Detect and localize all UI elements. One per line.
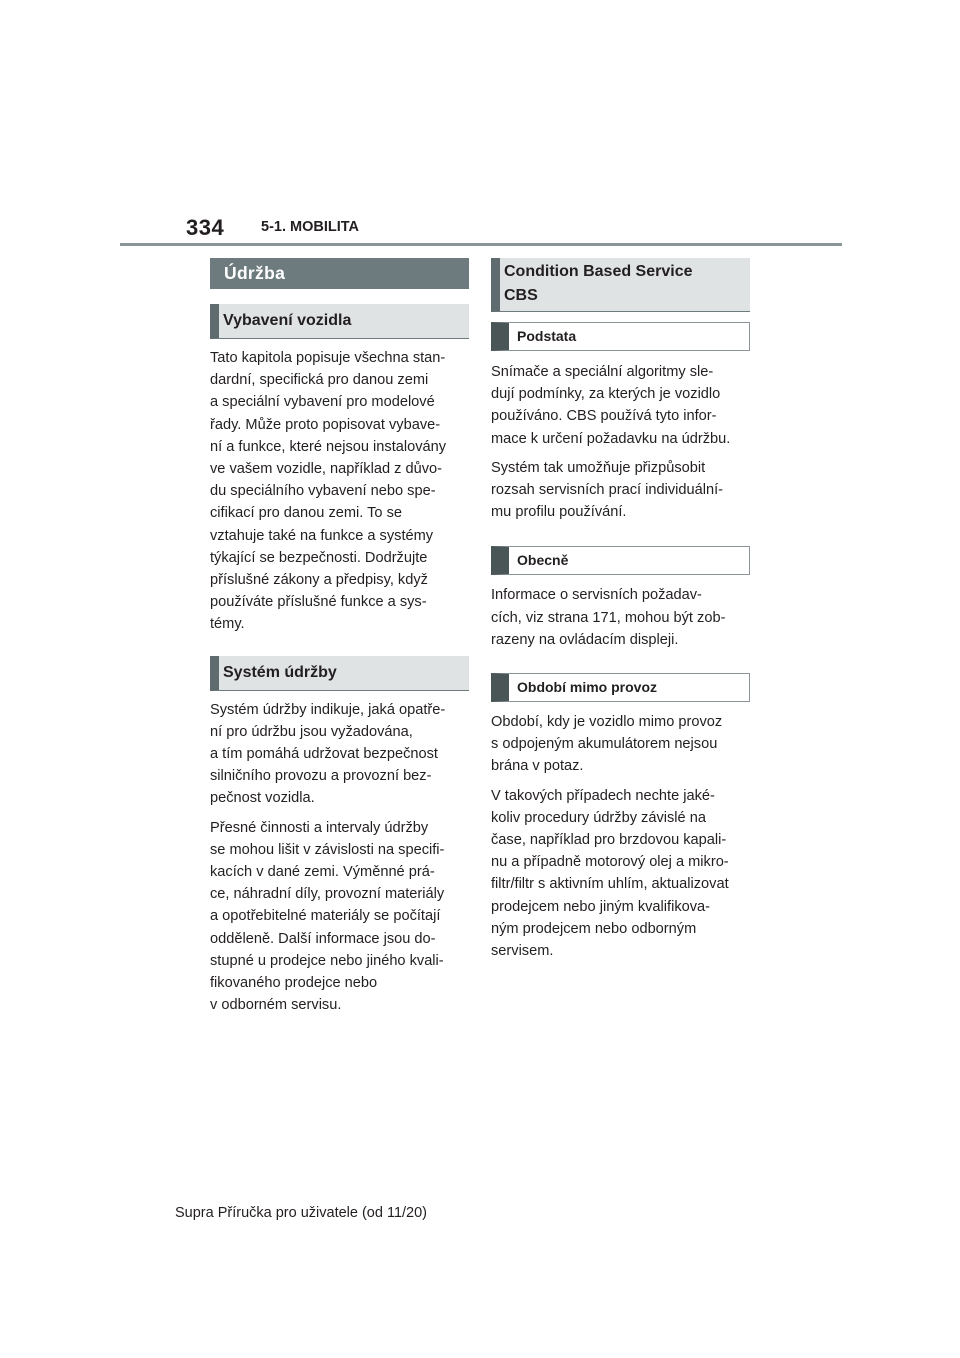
- page-number: 334: [186, 215, 225, 240]
- paragraph-vybaveni: Tato kapitola popisuje všechna stan- dardní, specifická pro danou zemi a speciální vybavení pro modelové řady. Může proto popisovat vybave- ní a funkce, které nejsou instalovány ve vašem vozidle, například z důvo- du speciálního vybavení nebo spe- cifikací pro danou zemi. To se vztahuje také na funkce a systémy týkající se bezpečnosti. Dodržujte příslušné zákony a předpisy, když používáte příslušné funkce a sys- témy.: [210, 350, 447, 633]
- header-rule: [120, 243, 842, 246]
- subheading-obdobi-mimo-provoz: Období mimo provoz: [491, 673, 750, 702]
- right-column: [491, 258, 750, 962]
- subheading-obecne: Obecně: [491, 546, 750, 575]
- main-heading: Údržba: [210, 258, 469, 289]
- paragraph-obdobi-1: Období, kdy je vozidlo mimo provoz s odpojeným akumulátorem nejsou brána v potaz.: [491, 714, 723, 775]
- section-heading-vybaveni: Vybavení vozidla: [210, 304, 469, 339]
- subheading-podstata: Podstata: [491, 322, 750, 351]
- paragraph-obecne: Informace o servisních požadav- cích, viz strana 171, mohou být zob- razeny na ovládacím displeji.: [491, 587, 726, 648]
- paragraph-system-udrzby-1: Systém údržby indikuje, jaká opatře- ní pro údržbu jsou vyžadována, a tím pomáhá udržovat bezpečnost silničního provozu a provozní bez- pečnost vozidla.: [210, 701, 446, 807]
- chapter-title: 5-1. MOBILITA: [261, 219, 360, 235]
- section-heading-system-udrzby: Systém údržby: [210, 656, 469, 691]
- footer-text: Supra Příručka pro uživatele (od 11/20): [175, 1205, 428, 1221]
- paragraph-podstata-2: Systém tak umožňuje přizpůsobit rozsah servisních prací individuální- mu profilu používání.: [491, 459, 723, 521]
- section-heading-cbs: Condition Based Service CBS: [491, 258, 750, 312]
- paragraph-system-udrzby-2: Přesné činnosti a intervaly údržby se mohou lišit v závislosti na specifi- kacích v dané zemi. Výměnné prá- ce, náhradní díly, provozní materiály a opotřebitelné materiály se počítají odděleně. Další informace jsou do- stupné u prodejce nebo jiného kvali- fikovaného prodejce nebo v odborném servisu.: [210, 819, 445, 1014]
- paragraph-podstata-1: Snímače a speciální algoritmy sle- dují podmínky, za kterých je vozidlo používáno. CBS používá tyto infor- mace k určení požadavku na údržbu.: [491, 364, 731, 447]
- left-column: [210, 258, 469, 1016]
- paragraph-obdobi-2: V takových případech nechte jaké- koliv procedury údržby závislé na čase, například pro brzdovou kapali- nu a případně motorový olej a mikro- filtr/filtr s aktivním uhlím, aktualizovat prodejcem nebo jiným kvalifikova- ným prodejcem nebo odborným servisem.: [491, 787, 729, 960]
